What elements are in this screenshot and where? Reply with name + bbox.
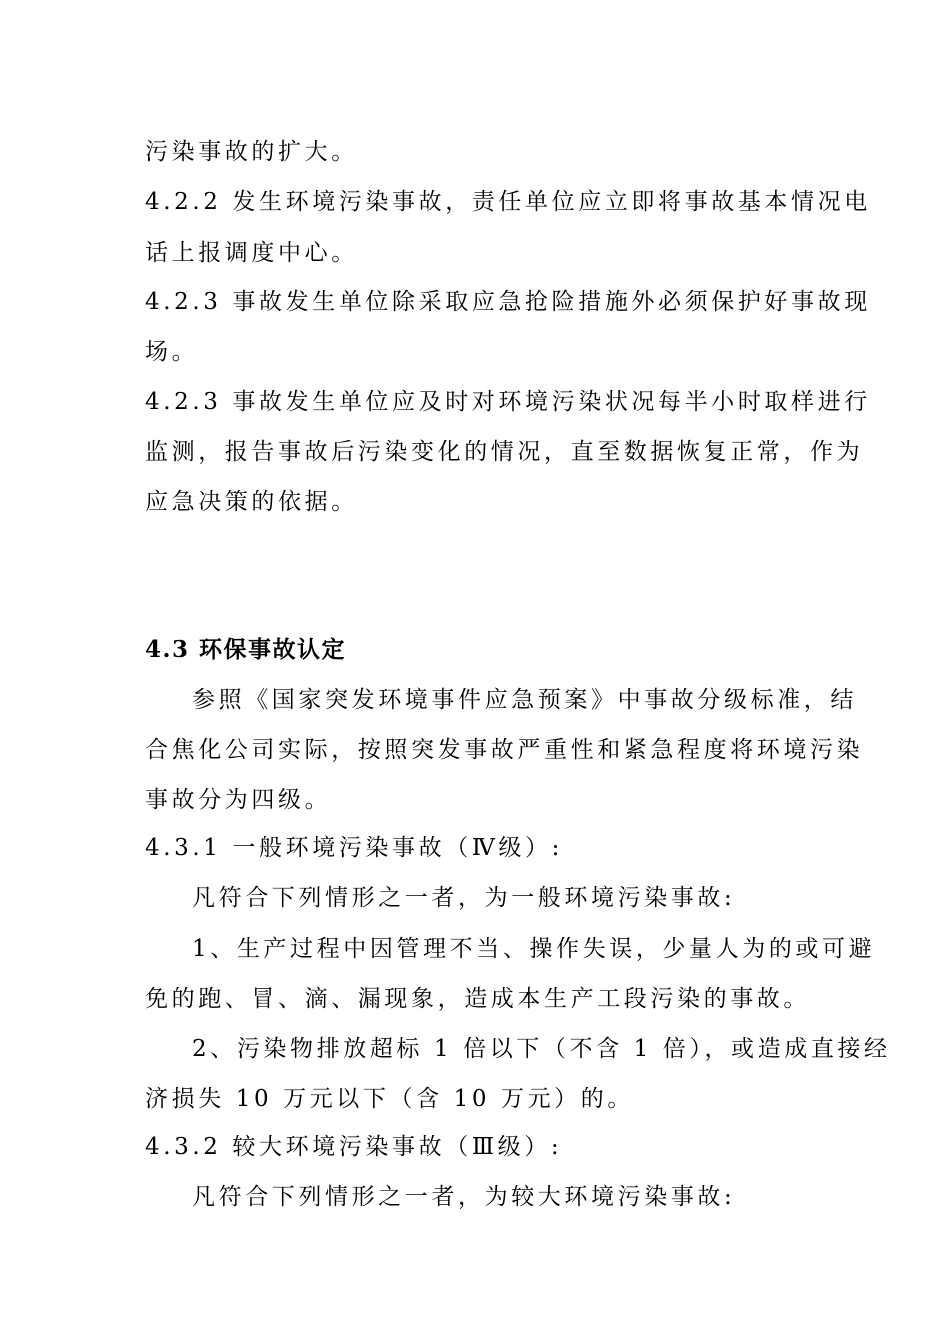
text-line: 污染事故的扩大。 (145, 139, 358, 165)
paragraph-line: 参照《国家突发环境事件应急预案》中事故分级标准，结 (192, 687, 857, 713)
paragraph-line: 凡符合下列情形之一者，为一般环境污染事故: (192, 885, 736, 911)
text-line: 4.2.3 事故发生单位除采取应急抢险措施外必须保护好事故现 (145, 289, 871, 315)
text-line: 4.2.2 发生环境污染事故，责任单位应立即将事故基本情况电 (145, 189, 871, 215)
text-line: 监测，报告事故后污染变化的情况，直至数据恢复正常，作为 (145, 439, 864, 465)
subsection-heading: 4.3.1 一般环境污染事故（Ⅳ级）: (145, 835, 563, 861)
text-line: 4.2.3 事故发生单位应及时对环境污染状况每半小时取样进行 (145, 389, 871, 415)
paragraph-line: 事故分为四级。 (145, 787, 332, 813)
subsection-heading: 4.3.2 较大环境污染事故（Ⅲ级）: (145, 1134, 563, 1160)
list-item-continuation: 免的跑、冒、滴、漏现象，造成本生产工段污染的事故。 (145, 986, 810, 1012)
list-item: 1、生产过程中因管理不当、操作失误，少量人为的或可避 (192, 936, 876, 962)
section-heading: 4.3 环保事故认定 (145, 636, 347, 663)
paragraph-line: 凡符合下列情形之一者，为较大环境污染事故: (192, 1184, 736, 1210)
text-line: 应急决策的依据。 (145, 489, 358, 515)
list-item: 2、污染物排放超标 1 倍以下（不含 1 倍），或造成直接经 (192, 1036, 891, 1062)
paragraph-line: 合焦化公司实际，按照突发事故严重性和紧急程度将环境污染 (145, 737, 864, 763)
text-line: 场。 (145, 339, 199, 365)
text-line: 话上报调度中心。 (145, 240, 358, 266)
list-item-continuation: 济损失 10 万元以下（含 10 万元）的。 (145, 1086, 634, 1112)
